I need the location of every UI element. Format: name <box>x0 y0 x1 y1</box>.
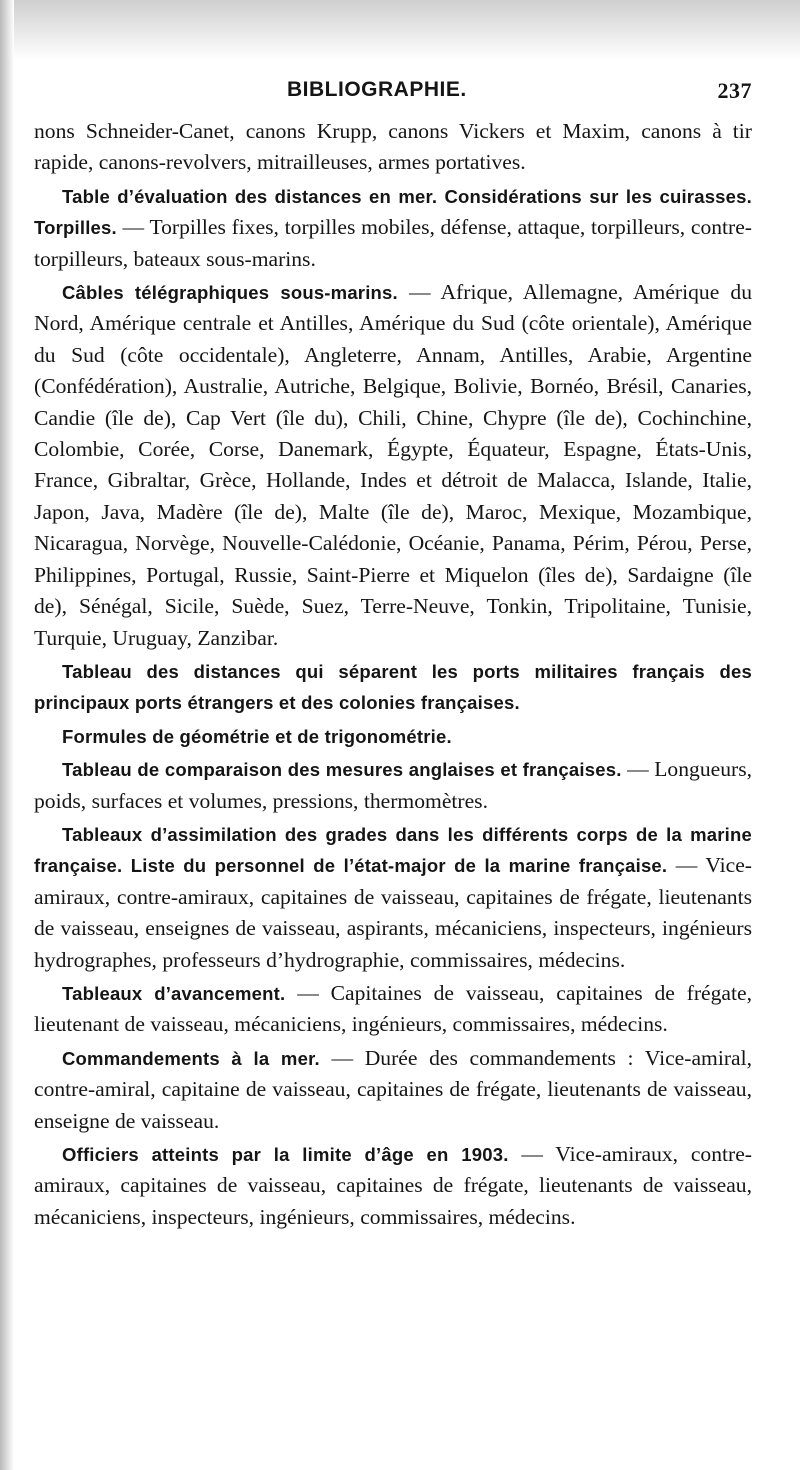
scan-shadow <box>0 0 800 60</box>
entry-heading: Câbles télégraphiques sous-marins. <box>62 282 398 304</box>
page-body <box>34 116 752 1233</box>
entry-heading: Formules de géométrie et de trigonométrie. <box>62 725 452 747</box>
entry-commandements <box>34 1043 752 1137</box>
entry-heading: Tableau de comparaison des mesures anglaises et françaises. <box>62 759 622 781</box>
entry-text: — Vice-amiraux, contre-amiraux, capitaines de vaisseau, capitaines de frégate, lieutenants de vaisseau, mécaniciens, inspecteurs, ingénieurs, commissaires, médecins. <box>34 1142 752 1229</box>
running-title: BIBLIOGRAPHIE. <box>287 78 467 101</box>
entry-text: — Longueurs, poids, surfaces et volumes, pressions, thermomètres. <box>34 757 752 813</box>
entry-heading: Tableaux d’assimilation des grades dans les différents corps de la marine française. Liste du personnel de l’état-major de la marine française. <box>34 823 752 877</box>
entry-heading: Table d’évaluation des distances en mer. Considérations sur les cuirasses. Torpilles. <box>34 185 752 239</box>
entry-heading: Commandements à la mer. <box>62 1047 320 1069</box>
entry-limite-age <box>34 1139 752 1233</box>
page-edge-shadow <box>0 0 14 1470</box>
entry-assimilation-grades <box>34 819 752 976</box>
entry-heading: Tableaux d’avancement. <box>62 982 286 1004</box>
paragraph-continuation <box>34 116 752 179</box>
entry-heading: Tableau des distances qui séparent les ports militaires français des principaux ports étrangers et des colonies françaises. <box>34 660 752 714</box>
page-number: 237 <box>717 78 752 103</box>
entry-text: — Durée des commandements : Vice-amiral, contre-amiral, capitaine de vaisseau, capitaines de frégate, lieutenants de vaisseau, enseigne de vaisseau. <box>34 1045 752 1133</box>
entry-formules <box>34 721 752 752</box>
entry-text: — Afrique, Allemagne, Amérique du Nord, Amérique centrale et Antilles, Amérique du Sud (côte orientale), Amérique du Sud (côte occidentale), Angleterre, Annam, Antilles, Arabie, Argentine (Confédération), Australie, Autriche, Belgique, Bolivie, Bornéo, Brésil, Canaries, Candie (île de), Cap Vert (île du), Chili, Chine, Chypre (île de), Cochinchine, Colombie, Corée, Corse, Danemark, Égypte, Équateur, Espagne, États-Unis, France, Gibraltar, Grèce, Hollande, Indes et détroit de Malacca, Islande, Italie, Japon, Java, Madère (île de), Malte (île de), Maroc, Mexique, Mozambique, Nicaragua, Norvège, Nouvelle-Calédonie, Océanie, Panama, Périm, Pérou, Perse, Philippines, Portugal, Russie, Saint-Pierre et Miquelon (îles de), Sardaigne (île de), Sénégal, Sicile, Suède, Suez, Terre-Neuve, Tonkin, Tripolitaine, Tunisie, Turquie, Uruguay, Zanzibar. <box>34 280 752 650</box>
entry-text: nons Schneider-Canet, canons Krupp, canons Vickers et Maxim, canons à tir rapide, canons-revolvers, mitrailleuses, armes portatives. <box>34 119 752 175</box>
entry-distances-cuirasses-torpilles <box>34 181 752 275</box>
entry-tableau-distances-ports <box>34 656 752 719</box>
entry-text: — Torpilles fixes, torpilles mobiles, défense, attaque, torpilleurs, contre-torpilleurs, bateaux sous-marins. <box>34 215 752 271</box>
entry-avancement <box>34 978 752 1041</box>
entry-text: — Vice-amiraux, contre-amiraux, capitaines de vaisseau, capitaines de frégate, lieutenants de vaisseau, enseignes de vaisseau, aspirants, mécaniciens, inspecteurs, ingénieurs hydrographes, professeurs d’hydrographie, commissaires, médecins. <box>34 853 752 972</box>
entry-text: — Capitaines de vaisseau, capitaines de frégate, lieutenant de vaisseau, mécaniciens, ingénieurs, commissaires, médecins. <box>34 980 752 1037</box>
entry-comparaison-mesures <box>34 754 752 817</box>
entry-cables-telegraphiques <box>34 277 752 654</box>
entry-heading: Officiers atteints par la limite d’âge en 1903. <box>62 1144 509 1165</box>
page-header <box>34 70 752 108</box>
